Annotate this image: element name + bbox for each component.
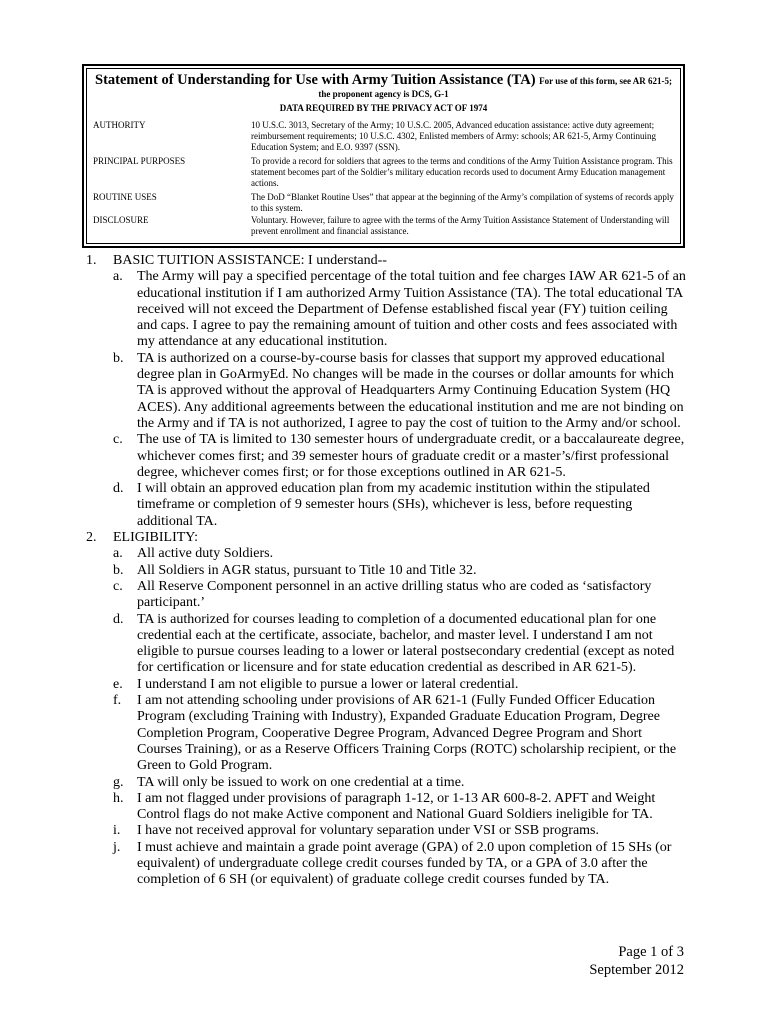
item-letter: c. xyxy=(113,432,123,448)
privacy-row-text: The DoD “Blanket Routine Uses” that appear at the beginning of the Army’s compilation of systems of records apply to this system. xyxy=(251,192,674,213)
page-number: Page 1 of 3 xyxy=(618,944,684,960)
item-letter: d. xyxy=(113,611,124,627)
section-title: BASIC TUITION ASSISTANCE: I understand-- xyxy=(113,253,387,268)
privacy-act-box xyxy=(82,64,685,248)
form-title xyxy=(87,72,680,89)
privacy-act-heading: DATA REQUIRED BY THE PRIVACY ACT OF 1974 xyxy=(279,103,488,113)
item-letter: j. xyxy=(113,839,121,855)
list-item xyxy=(86,351,686,432)
privacy-row-text: Voluntary. However, failure to agree with the terms of the Army Tuition Assistance Statement of Understanding will prevent enrollment and financial assistance. xyxy=(251,215,670,236)
privacy-row-label: ROUTINE USES xyxy=(93,192,157,202)
item-letter: c. xyxy=(113,578,123,594)
list-item xyxy=(86,481,686,530)
item-text: All active duty Soldiers. xyxy=(137,546,274,562)
privacy-row-label: DISCLOSURE xyxy=(93,215,149,225)
privacy-row-text: 10 U.S.C. 3013, Secretary of the Army; 10 U.S.C. 2005, Advanced education assistance: active duty agreement; reimbursement requirements; 10 U.S.C. 4302, Enlisted members of Army: schools; AR 621-5, Army Continuing Education System; and E.O. 9397 (SSN). xyxy=(251,120,656,152)
item-text: TA is authorized on a course-by-course basis for classes that support my approved educational degree plan in GoArmyEd. No changes will be made in the courses or dollar amounts for which TA is approved without the approval of Headquarters Army Continuing Education System (HQ ACES). Any additional agreements between the educational institution and me are not binding on the Army and if TA is not authorized, I agree to pay the cost of tuition to the Army and/or school. xyxy=(137,350,684,431)
list-item xyxy=(86,432,686,481)
list-item xyxy=(86,840,686,889)
item-letter: i. xyxy=(113,823,121,839)
privacy-row-label: PRINCIPAL PURPOSES xyxy=(93,156,186,166)
list-item xyxy=(86,612,686,677)
item-letter: f. xyxy=(113,693,122,709)
item-text: I must achieve and maintain a grade point average (GPA) of 2.0 upon completion of 15 SHs (or equivalent) of undergraduate college credit courses funded by TA, or a GPA of 3.0 after the completion of 6 SH (or equivalent) of graduate college credit courses funded by TA. xyxy=(137,839,672,888)
item-letter: a. xyxy=(113,269,123,285)
form-title-text: Statement of Understanding for Use with Army Tuition Assistance (TA) xyxy=(95,72,536,88)
item-letter: b. xyxy=(113,562,124,578)
list-item xyxy=(86,563,686,579)
item-text: I understand I am not eligible to pursue a lower or lateral credential. xyxy=(137,676,519,692)
item-text: All Reserve Component personnel in an active drilling status who are coded as ‘satisfactory participant.’ xyxy=(137,578,652,611)
item-text: I am not attending schooling under provisions of AR 621-1 (Fully Funded Officer Education Program (excluding Training with Industry), Expanded Graduate Education Program, Degree Completion Program, Cooperative Degree Program, Advanced Degree Program and Short Courses Training), or as a Reserve Officers Training Corps (ROTC) scholarship recipient, or the Green to Gold Program. xyxy=(137,693,677,774)
item-text: I have not received approval for voluntary separation under VSI or SSB programs. xyxy=(137,823,600,839)
item-letter: d. xyxy=(113,481,124,497)
section-number: 2. xyxy=(86,530,97,546)
section-basic-tuition-assistance xyxy=(86,253,686,269)
item-text: TA will only be issued to work on one credential at a time. xyxy=(137,774,465,790)
list-item xyxy=(86,791,686,824)
privacy-row-text: To provide a record for soldiers that agrees to the terms and conditions of the Army Tuition Assistance program. This statement becomes part of the Soldier’s military education records used to document Army Education management actions. xyxy=(251,156,673,188)
item-text: The Army will pay a specified percentage of the total tuition and fee charges IAW AR 621-5 of an educational institution if I am authorized Army Tuition Assistance (TA). The total educational TA received will not exceed the Department of Defense established fiscal year (FY) tuition ceiling and caps. I agree to pay the remaining amount of tuition and other costs and fees associated with my attendance at any educational institution. xyxy=(137,269,686,350)
privacy-row-label: AUTHORITY xyxy=(93,120,146,130)
list-item xyxy=(86,775,686,791)
item-letter: h. xyxy=(113,790,124,806)
item-text: The use of TA is limited to 130 semester hours of undergraduate credit, or a baccalaureate degree, whichever comes first; and 39 semester hours of graduate credit or a master’s/first professional degree, whichever comes first; or for those exceptions outlined in AR 621-5. xyxy=(137,432,685,480)
item-letter: b. xyxy=(113,350,124,366)
proponent-line: the proponent agency is DCS, G-1 xyxy=(318,89,449,99)
revision-date: September 2012 xyxy=(589,962,684,978)
list-item xyxy=(86,823,686,839)
page-footer xyxy=(589,943,684,979)
privacy-act-box-inner xyxy=(86,68,681,244)
item-letter: a. xyxy=(113,546,123,562)
item-text: I am not flagged under provisions of paragraph 1-12, or 1-13 AR 600-8-2. APFT and Weight Control flags do not make Active component and National Guard Soldiers ineligible for TA. xyxy=(137,790,656,823)
list-item xyxy=(86,693,686,774)
section-title: ELIGIBILITY: xyxy=(113,530,199,546)
section-number: 1. xyxy=(86,253,97,268)
item-text: TA is authorized for courses leading to completion of a documented educational plan for one credential each at the certificate, associate, bachelor, and master level. I understand I am not eligible to pursue courses leading to a lower or lateral postsecondary credential (except as noted for certification or licensure and for state education credential as described in AR 621-5). xyxy=(137,611,675,676)
statement-body xyxy=(86,253,686,889)
list-item xyxy=(86,579,686,612)
item-letter: g. xyxy=(113,774,124,790)
item-text: I will obtain an approved education plan from my academic institution within the stipulated timeframe or completion of 9 semester hours (SHs), whichever is less, before requesting additional TA. xyxy=(137,481,650,529)
list-item xyxy=(86,269,686,350)
list-item xyxy=(86,546,686,562)
form-title-note: For use of this form, see AR 621-5; xyxy=(539,76,672,86)
list-item xyxy=(86,677,686,693)
section-eligibility xyxy=(86,530,686,546)
item-letter: e. xyxy=(113,676,123,692)
item-text: All Soldiers in AGR status, pursuant to Title 10 and Title 32. xyxy=(137,562,477,578)
